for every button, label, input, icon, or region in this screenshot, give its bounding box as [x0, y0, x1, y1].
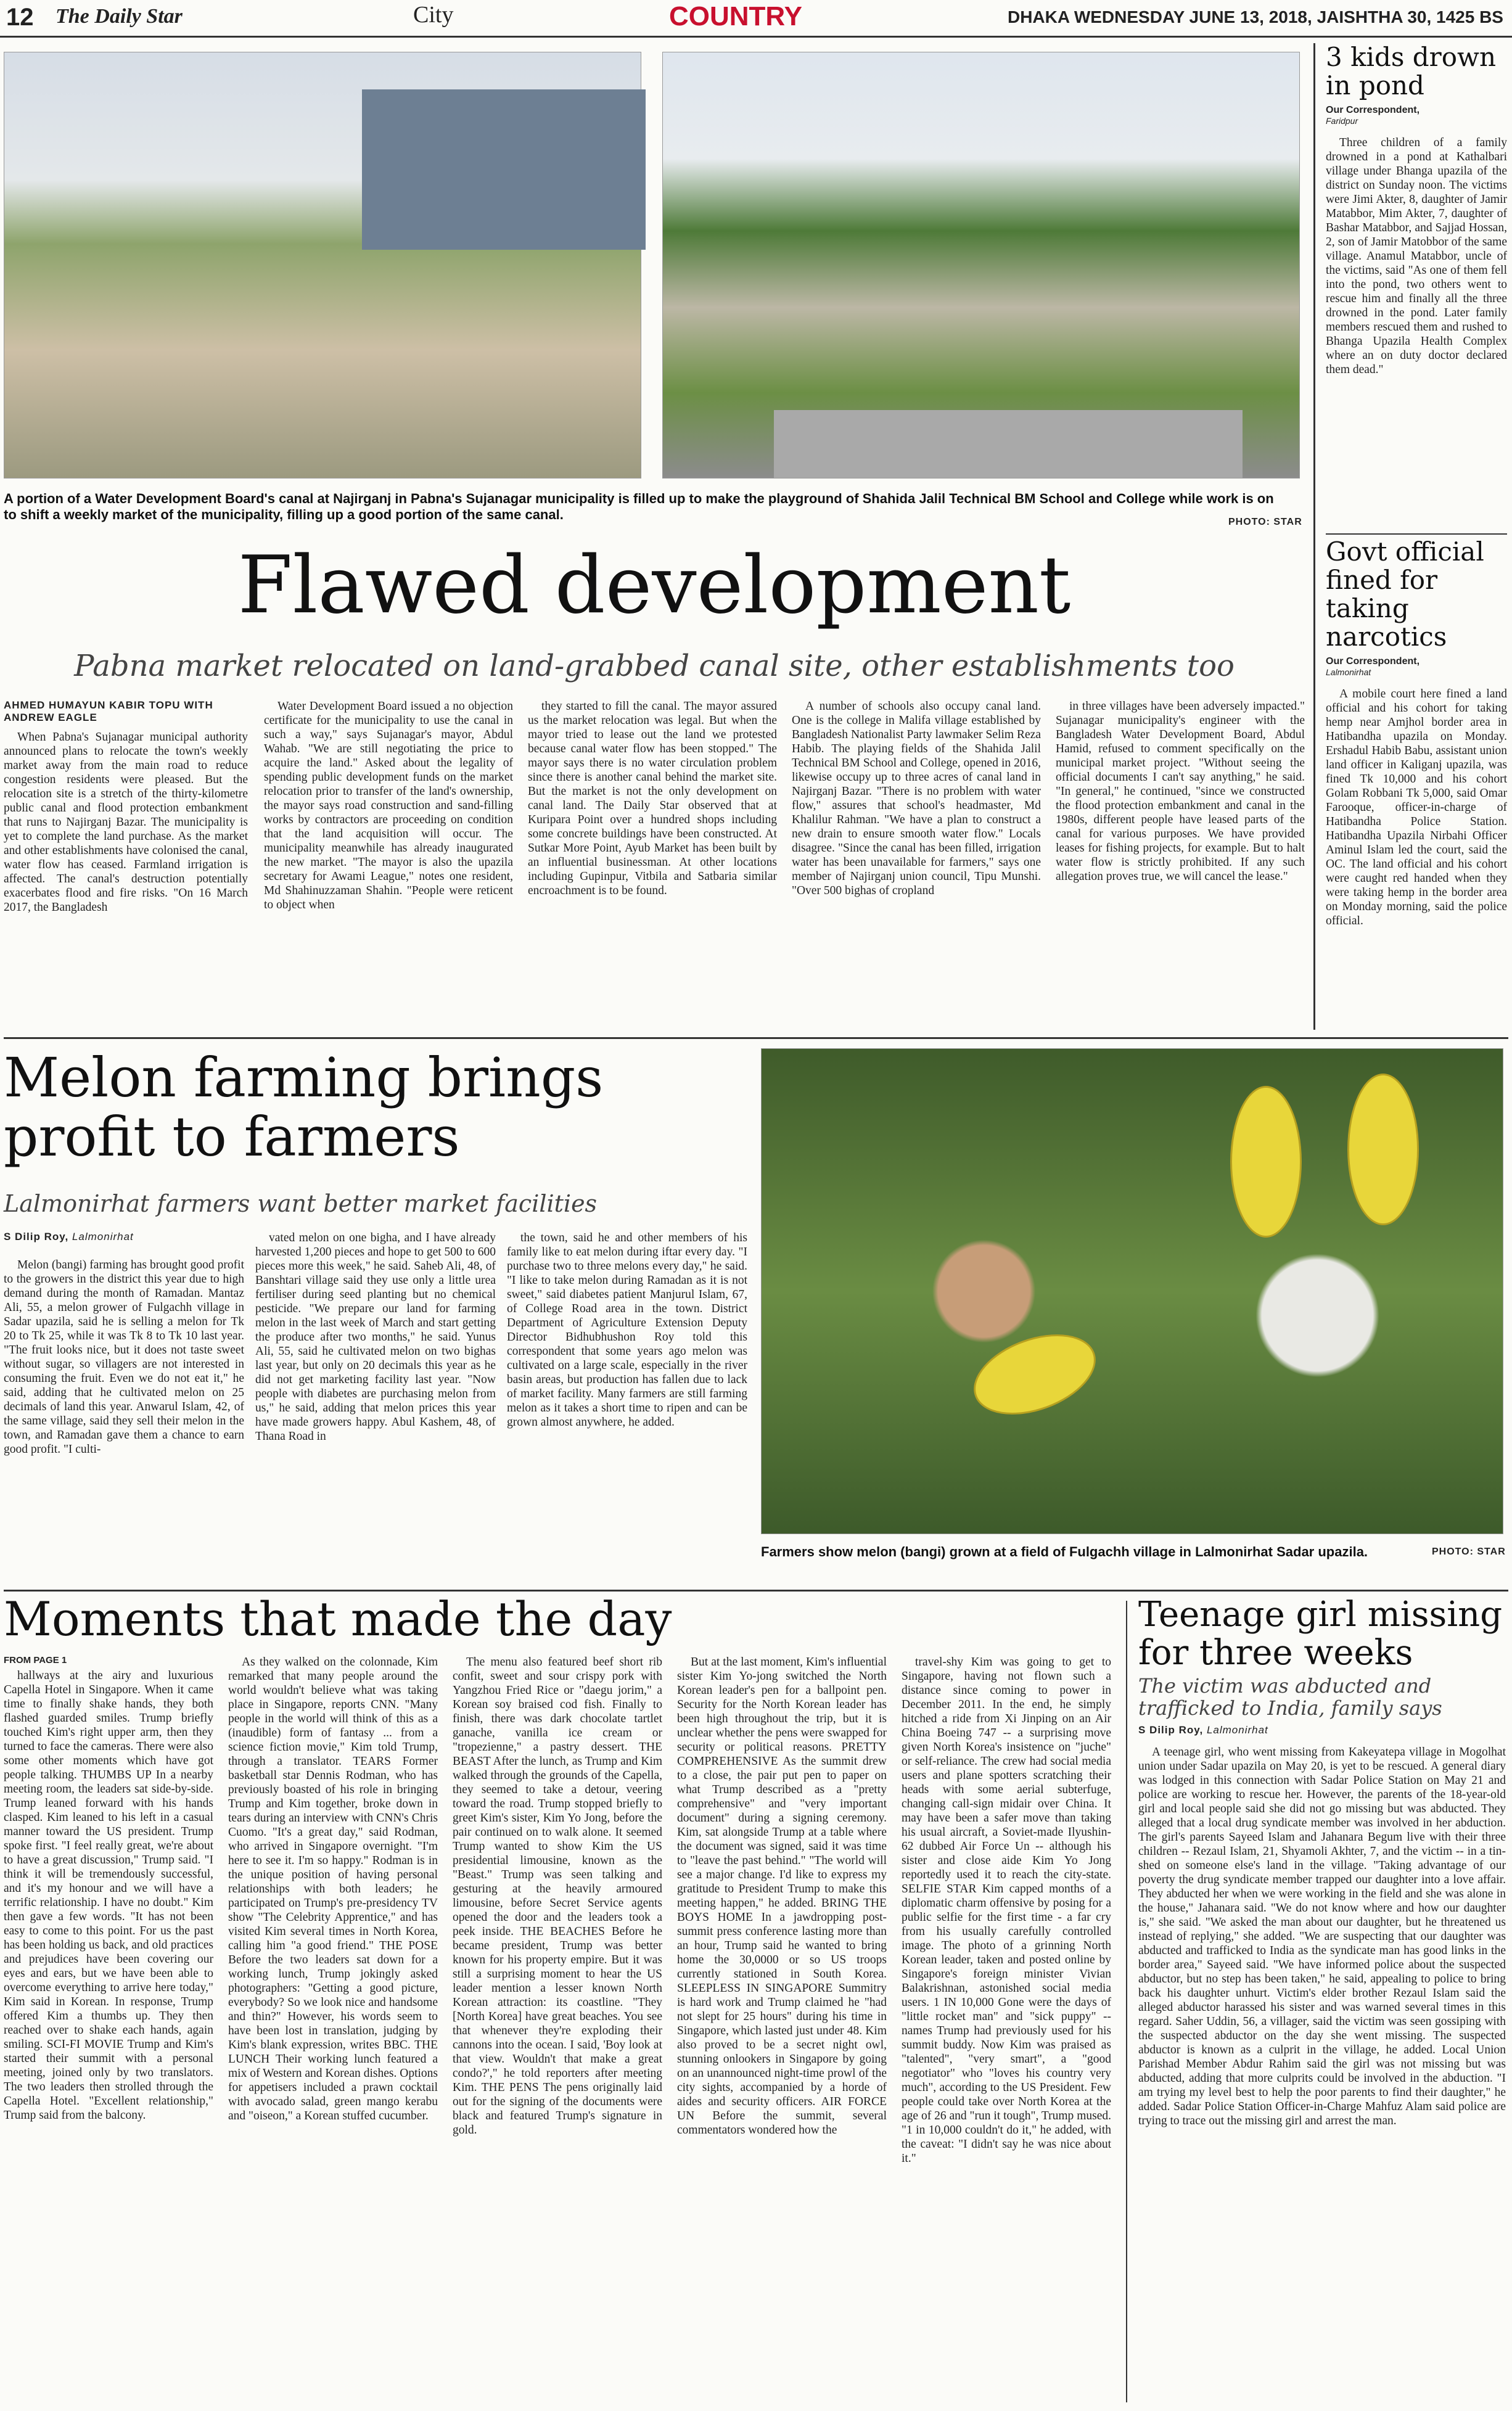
section-rule-1	[4, 1037, 1508, 1039]
section-city: City	[413, 2, 454, 28]
moments-jump-label: FROM PAGE 1	[4, 1655, 67, 1666]
govt-headline: Govt official fined for taking narcotics	[1326, 536, 1484, 652]
kids-body: Three children of a family drowned in a pond at Kathalbari village under Bhanga upazila of the district on Sunday noon. The victims were Jimi Akter, 8, daughter of Jamir Matabbor, Mim Akter, 7, daughter of Bashar Matabbor, and Sajjad Hossan, 2, son of Jamir Matobbor of the same village. Anamul Matabbor, uncle of the victims, said "As one of them fell into the pond, two others went to rescue him and finally all the three drowned in the pond. Later family members rescued them and rushed to Bhanga Upazila Health Complex where an on duty doctor declared them dead."	[1326, 136, 1507, 376]
govt-story	[1326, 538, 1507, 1020]
moments-column-4: But at the last moment, Kim's influential sister Kim Yo-jong switched the North Korean leader's pen for a ballpoint pen. Security for the North Korean leader has been high throughout the trip, but it is unclear whether the pens were swapped for security or political reasons. PRETTY COMPREHENSIVE As the summit drew to a close, the pair put pen to paper on what Trump described as a "pretty comprehensive" and "very important document" during a signing ceremony. Kim, sat alongside Trump at a table where the document was signed, said it was time to "leave the past behind." "The world will see a major change. I'd like to express my gratitude to President Trump to make this meeting happen," he added. BRING THE BOYS HOME In a jawdropping post-summit press conference lasting more than an hour, Trump said he wanted to bring home the 30,0000 or so US troops currently stationed in South Korea. SLEEPLESS IN SINGAPORE Summitry is hard work and Trump claimed he "had not slept for 25 hours" during his time in Singapore, which lasted just under 48. Kim also proved to be a secret night owl, stunning onlookers in Singapore by going on an unannounced night-time prowl of the city sights, accompanied by a horde of aides and security officers. AIR FORCE UN Before the summit, several commentators wondered how the	[677, 1656, 887, 2137]
kids-story	[1326, 43, 1507, 493]
canal-photo-right	[662, 52, 1300, 479]
canal-column-2: Water Development Board issued a no objection certificate for the municipality to use the canal in such a way," says Sujanagar's mayor, Abdul Wahab. "We are still negotiating the price to acquire the land." Asked about the legality of spending public development funds on the market relocation prior to transfer of the land's ownership, the mayor says road construction and sand-filling works by contractors are proceeding on condition that the land acquisition will occur. The municipality meanwhile has already inaugurated the new market. "The mayor is also the upazila secretary for Awami League," notes one resident, Md Shahinuzzaman Shahin. "People were reticent to object when	[264, 700, 513, 911]
masthead: The Daily Star	[55, 5, 183, 28]
moments-column-1: hallways at the airy and luxurious Capella Hotel in Singapore. When it came time to finally shake hands, they both flashed guarded smiles. Trump briefly touched Kim's right upper arm, then they turned to face the cameras. There were also some other moments which have got people talking. THUMBS UP In a nearby meeting room, the leaders sat side-by-side. Trump leaned forward with his hands clasped. Kim leaned to his left in a casual manner toward the US president. Trump spoke first. "I feel really great, we're about to have a great discussion," Trump said. "I think it will be tremendously successful, and it's my honour and we will have a terrific relationship. I have no doubt." Kim then gave a few words. "It has not been easy to come to this point. For us the past has been holding us back, and old practices and prejudices have been covering our eyes and ears, but we have been able to overcome everything to arrive here today," Kim said in Korean. In response, Trump offered Kim a thumbs up. They then reached over to shake each hands, again smiling. SCI-FI MOVIE Trump and Kim's started their summit with a personal meeting, joined only by two translators. The two leaders then strolled through the Capella Hotel. "Excellent relationship," Trump said from the balcony.	[4, 1669, 213, 2122]
moments-column-2: As they walked on the colonnade, Kim remarked that many people around the world wouldn't believe what was taking place in Singapore, reports CNN. "Many people in the world will think of this as a (inaudible) form of fantasy ... from a science fiction movie," Kim told Trump, through a translator. TEARS Former basketball star Dennis Rodman, who has previously boasted of his role in bringing Trump and Kim together, broke down in tears during an interview with CNN's Chris Cuomo. "It's a great day," said Rodman, who arrived in Singapore overnight. "I'm here to see it. I'm so happy." Rodman is in the unique position of having personal relationships with both leaders; he participated on Trump's pre-presidency TV show "The Celebrity Apprentice," and has visited Kim several times in North Korea, calling him "a good friend." THE POSE Before the two leaders sat down for a working lunch, Trump jokingly asked photographers: "Getting a good picture, everybody? So we look nice and handsome and thin?" However, his words seem to have been lost in translation, judging by Kim's blank expression, writes BBC. THE LUNCH Their working lunch featured a mix of Western and Korean dishes. Options for appetisers included a prawn cocktail with avocado salad, green mango kerabu and "oiseon," a Korean stuffed cucumber.	[228, 1656, 438, 2122]
melon-1	[963, 1319, 1106, 1429]
sidebar-divider	[1326, 533, 1507, 535]
canal-photo-left	[4, 52, 641, 479]
teen-headline: Teenage girl missing for three weeks	[1138, 1595, 1503, 1673]
melon-2	[1230, 1086, 1302, 1238]
melon-photo	[761, 1048, 1503, 1534]
market-roof	[774, 410, 1243, 478]
moments-headline: Moments that made the day	[4, 1592, 672, 1646]
kids-byline: Our Correspondent, Faridpur	[1326, 105, 1420, 126]
canal-column-4: A number of schools also occupy canal land. One is the college in Malifa village established by Bangladesh Nationalist Party lawmaker Selim Reza Habib. The playing fields of the Shahida Jalil Technical BM School and College, opened in 2016, likewise occupy up to three acres of canal land in Najirganj Bazar. "There is no problem with water flow," assures that school's headmaster, Md Khalilur Rahman. "We have a plan to construct a new drain to ensure smooth water flow." Locals disagree. "Since the canal has been filled, irrigation water has been unavailable for farmers," says one member of Najirganj union council, Tipu Munshi. "Over 500 bighas of cropland	[792, 700, 1041, 897]
canal-subhead: Pabna market relocated on land-grabbed canal site, other establishments too	[74, 649, 1235, 683]
canal-photo-credit: PHOTO: STAR	[1228, 517, 1302, 527]
melon-subhead: Lalmonirhat farmers want better market facilities	[4, 1190, 598, 1217]
dateline: DHAKA WEDNESDAY JUNE 13, 2018, JAISHTHA 30, 1425 BS	[1007, 7, 1503, 27]
canal-column-1: When Pabna's Sujanagar municipal authority announced plans to relocate the town's weekly market away from the main road to reduce congestion residents were pleased. But the relocation site is a stretch of the thirty-kilometre public canal and flood protection embankment that runs to Najirganj Bazar. The municipality is yet to complete the land purchase. As the market and other establishments have colonised the canal, water flow has ceased. Farmland irrigation is affected. The canal's destruction potentially exacerbates flood and fire risks. "On 16 March 2017, the Bangladesh	[4, 731, 248, 914]
melon-byline: S Dilip Roy, Lalmonirhat	[4, 1231, 134, 1242]
teen-rule	[1126, 1601, 1127, 2402]
sidebar-rule	[1313, 43, 1315, 1030]
canal-photo-caption: A portion of a Water Development Board's canal at Najirganj in Pabna's Sujanagar municipality is filled up to make the playground of Shahida Jalil Technical BM School and College while work is on to shift a weekly market of the municipality, filling up a good portion of the same canal.	[4, 491, 1274, 522]
melon-photo-caption: Farmers show melon (bangi) grown at a field of Fulgachh village in Lalmonirhat Sadar upazila.	[761, 1544, 1368, 1559]
page-number: 12	[6, 4, 34, 31]
teen-subhead: The victim was abducted and trafficked to India, family says	[1138, 1674, 1442, 1720]
melon-column-1: Melon (bangi) farming has brought good profit to the growers in the district this year due to high demand during the month of Ramadan. Mantaz Ali, 55, a melon grower of Fulgachh village in Sadar upazila, said he is selling a melon for Tk 20 to Tk 25, while it was Tk 8 to Tk 10 last year. "The fruit looks nice, but it does not taste sweet without sugar, so villagers are not interested in consuming the fruit. Even we do not eat it," he said, adding that he cultivated melon on 25 decimals of land this year. Anwarul Islam, 42, of the same village, said they sell their melon in the town, and Ramadan gave them a chance to earn good profit. "I culti-	[4, 1259, 244, 1456]
melon-photo-credit: PHOTO: STAR	[1432, 1546, 1506, 1557]
govt-body: A mobile court here fined a land official and his cohort for taking hemp near Amjhol border area in Hatibandha upazila on Monday. Ershadul Habib Babu, assistant union land officer in Kaliganj upazila, was fined Tk 10,000 and his cohort Golam Robbani Tk 5,000, said Omar Farooque, officer-in-charge of Hatibandha Police Station. Hatibandha Upazila Nirbahi Officer Aminul Islam led the court, said the OC. The land official and his cohort were caught red handed when they were taking hemp in the border area on Monday morning, said the police official.	[1326, 688, 1507, 927]
melon-column-2: vated melon on one bigha, and I have already harvested 1,200 pieces and hope to get 500 to 600 pieces more this week," he said. Saheb Ali, 48, of Banshtari village said they use only a little urea fertiliser during seed planting but no chemical pesticide. "We prepare our land for farming melon in the last week of March and start getting the produce after two months," he said. Yunus Ali, 55, said he cultivated melon on two bighas last year, but only on 20 decimals this year as he did not get marketing facility last year. "Now people with diabetes are purchasing melon from us," he said, adding that melon prices this year have made growers happy. Abul Kashem, 48, of Thana Road in	[255, 1231, 496, 1443]
canal-column-5: in three villages have been adversely impacted." Sujanagar municipality's engineer with the Bangladesh Water Development Board, Abdul Hamid, refused to comment specifically on the municipal market project. "Without seeing the official documents I can't say anything," he said. "In general," he continued, "since we constructed the flood protection embankment and canal in the 1980s, different people have leased parts of the canal for various purposes. We have provided leases for fishing projects, for example. But to halt water flow is strictly prohibited. If any such allegation proves true, we will cancel the lease."	[1056, 700, 1305, 883]
kids-headline: 3 kids drown in pond	[1326, 42, 1496, 101]
moments-column-3: The menu also featured beef short rib confit, sweet and sour crispy pork with Yangzhou Fried Rice or "daegu jorim," a Korean soy braised cod fish. Finally to finish, there was dark chocolate tartlet ganache, vanilla ice cream or "tropezienne," a pastry dessert. THE BEAST After the lunch, as Trump and Kim walked through the grounds of the Capella, they seemed to take a detour, veering toward the road. Trump stopped briefly to greet Kim's sister, Kim Yo Jong, before the pair continued on to walk alone. It seemed Trump wanted to show Kim the US presidential limousine, known as the "Beast." Trump was seen talking and gesturing at the heavily armoured limousine, before Secret Service agents opened the door and the leaders took a peek inside. THE BEACHES Before he became president, Trump was better known for his property empire. But it was still a surprising moment to hear the US leader mention a lesser known North Korean attraction: its coastline. "They [North Korea] have great beaches. You see that whenever they're exploding their cannons into the ocean. I said, 'Boy look at that view. Wouldn't that make a great condo?'," he told reporters after meeting Kim. THE PENS The pens originally laid out for the signing of the documents were black and featured Trump's signature in gold.	[453, 1656, 662, 2137]
school-building	[362, 89, 646, 250]
govt-byline: Our Correspondent, Lalmonirhat	[1326, 656, 1420, 677]
melon-column-3: the town, said he and other members of his family like to eat melon during iftar every day. "I purchase two to three melons every day," he said. "I like to take melon during Ramadan as it is not sweet," said diabetes patient Manjurul Islam, 67, of College Road area in the town. District Department of Agriculture Extension Deputy Director Bidhubhushon Roy told this correspondent that some years ago melon was cultivated on a large scale, especially in the river basin areas, but production has fallen due to lack of market facility. Many farmers are still farming melon as it takes a short time to ripen and can be grown almost anywhere, he added.	[507, 1231, 747, 1429]
section-title: COUNTRY	[669, 1, 802, 31]
teen-byline: S Dilip Roy, Lalmonirhat	[1138, 1724, 1268, 1736]
canal-column-3: they started to fill the canal. The mayor assured us the market relocation was legal. But when the mayor tried to lease out the land we protested because canal water flow has been stopped." The mayor says there is no water circulation problem since there is another canal behind the market site. But the market is not the only development on canal land. The Daily Star observed that at Kuripara Point over a hundred shops including some concrete buildings have been constructed. At Sutkar More Point, Ayub Market has been built by an influential businessman. At other locations including Gupinpur, Vitbila and Satbaria similar encroachment is to be found.	[528, 700, 777, 897]
melon-headline: Melon farming brings profit to farmers	[4, 1046, 604, 1169]
teen-body: A teenage girl, who went missing from Kakeyatepa village in Mogolhat union under Sadar upazila on May 20, is yet to be rescued. A general diary was lodged in this connection with Sadar Police Station on May 21 and police are working to rescue her. However, the parents of the 18-year-old girl and local people said she did not go missing but was abducted. They alleged that a local drug syndicate member was involved in her abduction. The girl's parents Sayeed Islam and Jahanara Begum live with their three children -- Rezaul Islam, 21, Shyamoli Akhter, 7, and the victim -- in a tin-shed on someone else's land in the village. "Taking advantage of our poverty the drug syndicate member trapped our daughter into a love affair. They abducted her when we were working in the field and she was alone in the house," Jahanara said. "We do not know where and how our daughter is," she said. "We asked the man about our daughter, but he threatened us instead of replying," she added. "We are suspecting that our daughter was abducted and trafficked to India as the syndicate man has good links in the border area," Sayeed said. "We have informed police about the suspected abductor, but no step has been taken," he said, appealing to police to bring back his daughter unhurt. Victim's elder brother Rezaul Islam said the alleged abductor harassed his sister and was warned several times in this regard. Saher Uddin, 56, a villager, said the victim was seen gossiping with the suspected abductor on the day she went missing. The suspected abductor is known as a culprit in the village, he added. Local Union Parishad Member Abdur Rahim said the girl was not missing but was abducted, adding that more culprits could be involved in the abduction. "I am trying my level best to help the poor parents to find their daughter," he added. Sadar Police Station Officer-in-Charge Mahfuz Alam said police are trying to trace out the missing girl and arrest the man.	[1138, 1746, 1506, 2127]
canal-headline: Flawed development	[237, 540, 1071, 631]
melon-3	[1347, 1074, 1419, 1225]
canal-byline: AHMED HUMAYUN KABIR TOPU WITH ANDREW EAGLE	[4, 699, 213, 723]
moments-column-5: travel-shy Kim was going to get to Singapore, having not flown such a distance since coming to power in December 2011. In the end, he simply hitched a ride from Xi Jinping on an Air China Boeing 747 -- a surprising move given North Korea's insistence on "juche" or self-reliance. The crew had social media users and plane spotters scratching their heads with some aerial subterfuge, changing call-sign midair over China. It may have been a safer move than taking his usual aircraft, a Soviet-made Ilyushin-62 dubbed Air Force Un -- although his sister and close aide Kim Yo Jong reportedly used it to reach the city-state. SELFIE STAR Kim capped months of a diplomatic charm offensive by posing for a public selfie for the first time - a far cry from his usually carefully controlled image. The photo of a grinning North Korean leader, taken and posted online by Singapore's foreign minister Vivian Balakrishnan, astonished social media users. 1 IN 10,000 Gone were the days of "little rocket man" and "sick puppy" -- names Trump had previously used for his summit buddy. Now Kim was praised as "talented", "very smart", a "good negotiator" who "loves his country very much", according to the US President. Few people could take over North Korea at the age of 26 and "run it tough", Trump mused. "1 in 10,000 couldn't do it," he added, with the caveat: "I didn't say he was nice about it."	[902, 1656, 1111, 2165]
page-header	[0, 0, 1512, 38]
